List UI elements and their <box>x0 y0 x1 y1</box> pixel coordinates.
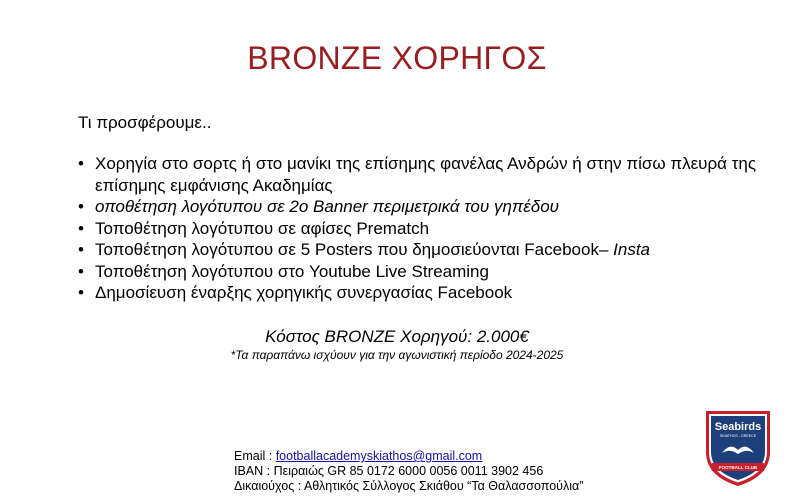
list-item <box>78 196 758 218</box>
list-item <box>78 153 758 196</box>
email-link[interactable]: footballacademyskiathos@gmail.com <box>275 449 483 463</box>
cost-line: Κόστος BRONZE Χορηγού: 2.000€ <box>265 327 529 346</box>
list-item <box>78 282 758 304</box>
club-logo <box>704 408 772 488</box>
list-item-text: Τοποθέτηση λογότυπου στο Youtube Live Streaming <box>95 261 489 281</box>
list-item <box>78 218 758 240</box>
list-item-text: Τοποθέτηση λογότυπου σε αφίσες Prematch <box>95 218 430 238</box>
list-item-text: Τοποθέτηση λογότυπου σε 5 Posters που δημοσιεύονται Facebook– <box>95 240 614 259</box>
benefits-list <box>78 153 758 304</box>
list-item <box>78 239 758 261</box>
list-item-text: Δημοσίευση έναρξης χορηγικής συνεργασίας Facebook <box>95 283 513 302</box>
page-title: BRONZE ΧΟΡΗΓΟΣ <box>247 40 547 76</box>
logo-name: Seabirds <box>714 421 762 433</box>
logo-subtitle: SKIATHOS - GREECE <box>719 434 757 438</box>
list-item-italic-text: Insta <box>613 240 650 259</box>
intro-heading: Τι προσφέρουμε.. <box>78 113 212 132</box>
contact-block <box>234 449 583 494</box>
email-label: Email : <box>234 449 276 463</box>
list-item-text: Χορηγία στο σορτς ή στο μανίκι της επίσημης φανέλας Ανδρών ή στην πίσω πλευρά της επίσημης εμφάνισης Ακαδημίας <box>95 154 757 195</box>
beneficiary-line: Δικαιούχος : Αθλητικός Σύλλογος Σκιάθου “Τα Θαλασσοπούλια” <box>234 479 584 493</box>
list-item <box>78 261 758 283</box>
season-note: *Τα παραπάνω ισχύουν για την αγωνιστική περίοδο 2024-2025 <box>230 348 564 362</box>
iban-line: IBAN : Πειραιώς GR 85 0172 6000 0056 0011 3902 456 <box>234 464 544 478</box>
email-line <box>234 449 583 464</box>
list-item-text: οποθέτηση λογότυπου σε 2ο Banner περιμετρικά του γηπέδου <box>95 197 559 216</box>
logo-ribbon-text: FOOTBALL CLUB <box>718 465 758 470</box>
